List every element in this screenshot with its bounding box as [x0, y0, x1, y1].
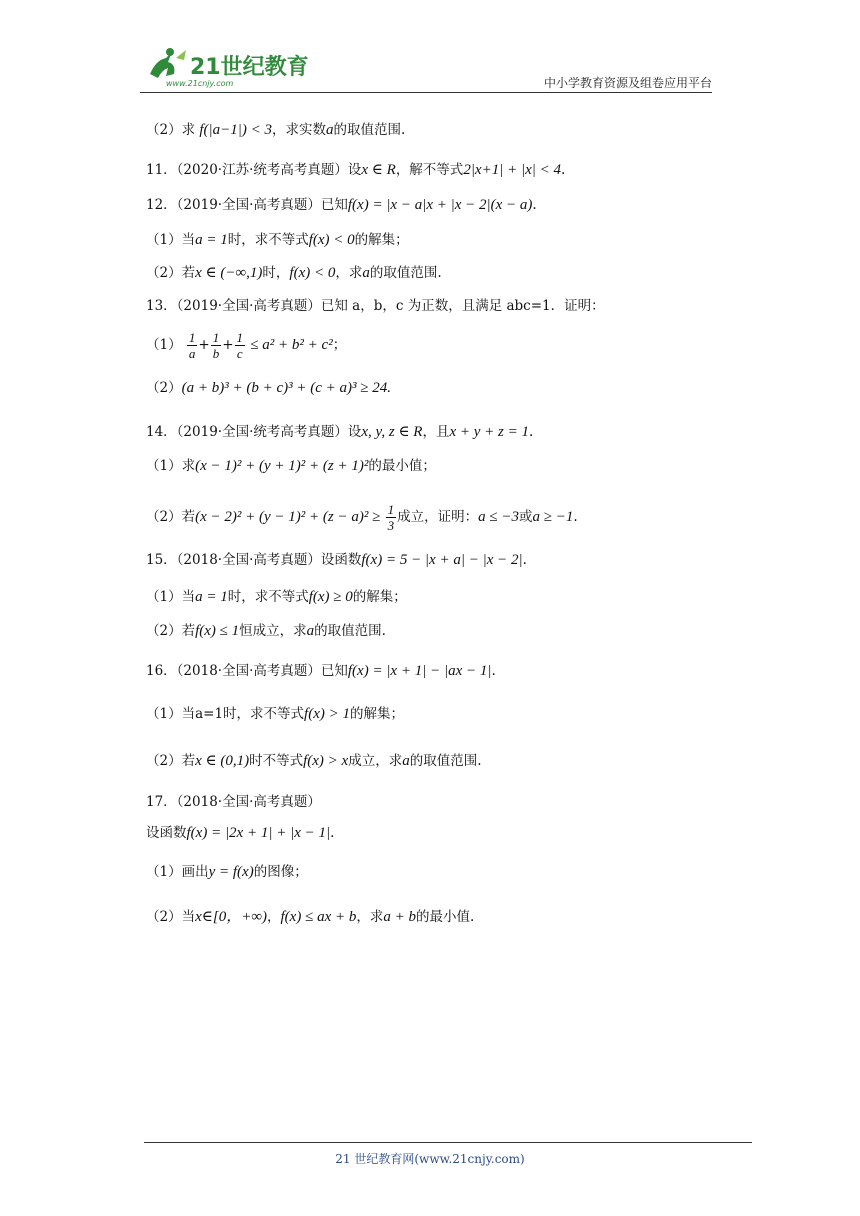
question-16: 16．（2018·全国·高考真题）已知f(x) = |x + 1| − |ax − 1|.: [146, 663, 496, 679]
fraction-1-over-a: $\frac{1}{a}$: [188, 330, 196, 361]
question-12-part-2: （2）若x ∈ (−∞,1)时，f(x) < 0，求a的取值范围.: [146, 265, 442, 281]
question-17-part-1: （1）画出y = f(x)的图像；: [146, 864, 308, 880]
svg-text:21世纪教育: 21世纪教育: [190, 55, 309, 80]
question-14-part-1: （1）求(x − 1)² + (y + 1)² + (z + 1)²的最小值；: [146, 458, 436, 474]
fraction-one-third: $\frac{1}{3}$: [387, 502, 395, 533]
question-17-stem: 设函数f(x) = |2x + 1| + |x − 1|.: [146, 825, 335, 841]
question-15: 15．（2018·全国·高考真题）设函数f(x) = 5 − |x + a| − |x − 2|.: [146, 552, 527, 568]
question-13-part-1: （1） $\frac{1}{a}$ + $\frac{1}{b}$ + $\frac{1}{c}$ ≤ a² + b² + c²；: [146, 330, 347, 361]
question-17-part-2: （2）当x∈[0，+∞)，f(x) ≤ ax + b，求a + b的最小值.: [146, 909, 475, 925]
question-12: 12．（2019·全国·高考真题）已知f(x) = |x − a|x + |x − 2|(x − a).: [146, 197, 537, 213]
footer-text: 21 世纪教育网(www.21cnjy.com): [335, 1152, 525, 1166]
question-12-part-1: （1）当a = 1时，求不等式f(x) < 0的解集；: [146, 232, 409, 248]
question-16-part-2: （2）若x ∈ (0,1)时不等式f(x) > x成立，求a的取值范围.: [146, 753, 482, 769]
question-17: 17．（2018·全国·高考真题）: [146, 794, 321, 810]
fraction-1-over-c: $\frac{1}{c}$: [236, 330, 244, 361]
question-16-part-1: （1）当a=1时，求不等式f(x) > 1的解集；: [146, 706, 404, 722]
question-13: 13．（2019·全国·高考真题）已知 a，b，c 为正数，且满足 abc=1．证明：: [146, 298, 605, 314]
svg-text:www.21cnjy.com: www.21cnjy.com: [166, 79, 234, 88]
question-14: 14．（2019·全国·统考高考真题）设x, y, z ∈ R，且x + y + z = 1.: [146, 424, 534, 440]
page-header: [140, 44, 712, 92]
question-15-part-1: （1）当a = 1时，求不等式f(x) ≥ 0的解集；: [146, 589, 407, 605]
question-13-part-2: （2）(a + b)³ + (b + c)³ + (c + a)³ ≥ 24.: [146, 380, 391, 396]
logo-21cnjy: [140, 44, 310, 90]
question-14-part-2: （2）若(x − 2)² + (y − 1)² + (z − a)² ≥ $\frac{1}{3}$ 成立，证明：a ≤ −3或a ≥ −1.: [146, 502, 578, 533]
fraction-1-over-b: $\frac{1}{b}$: [212, 330, 220, 361]
platform-label: 中小学教育资源及组卷应用平台: [543, 76, 712, 90]
question-15-part-2: （2）若f(x) ≤ 1恒成立，求a的取值范围.: [146, 623, 386, 639]
footer-divider: [144, 1142, 752, 1143]
question-part-10-2: （2）求 f(|a−1|) < 3，求实数a的取值范围.: [146, 122, 406, 138]
question-11: 11．（2020·江苏·统考高考真题）设x ∈ R，解不等式2|x+1| + |x| < 4.: [146, 162, 566, 178]
header-divider: [140, 92, 712, 93]
